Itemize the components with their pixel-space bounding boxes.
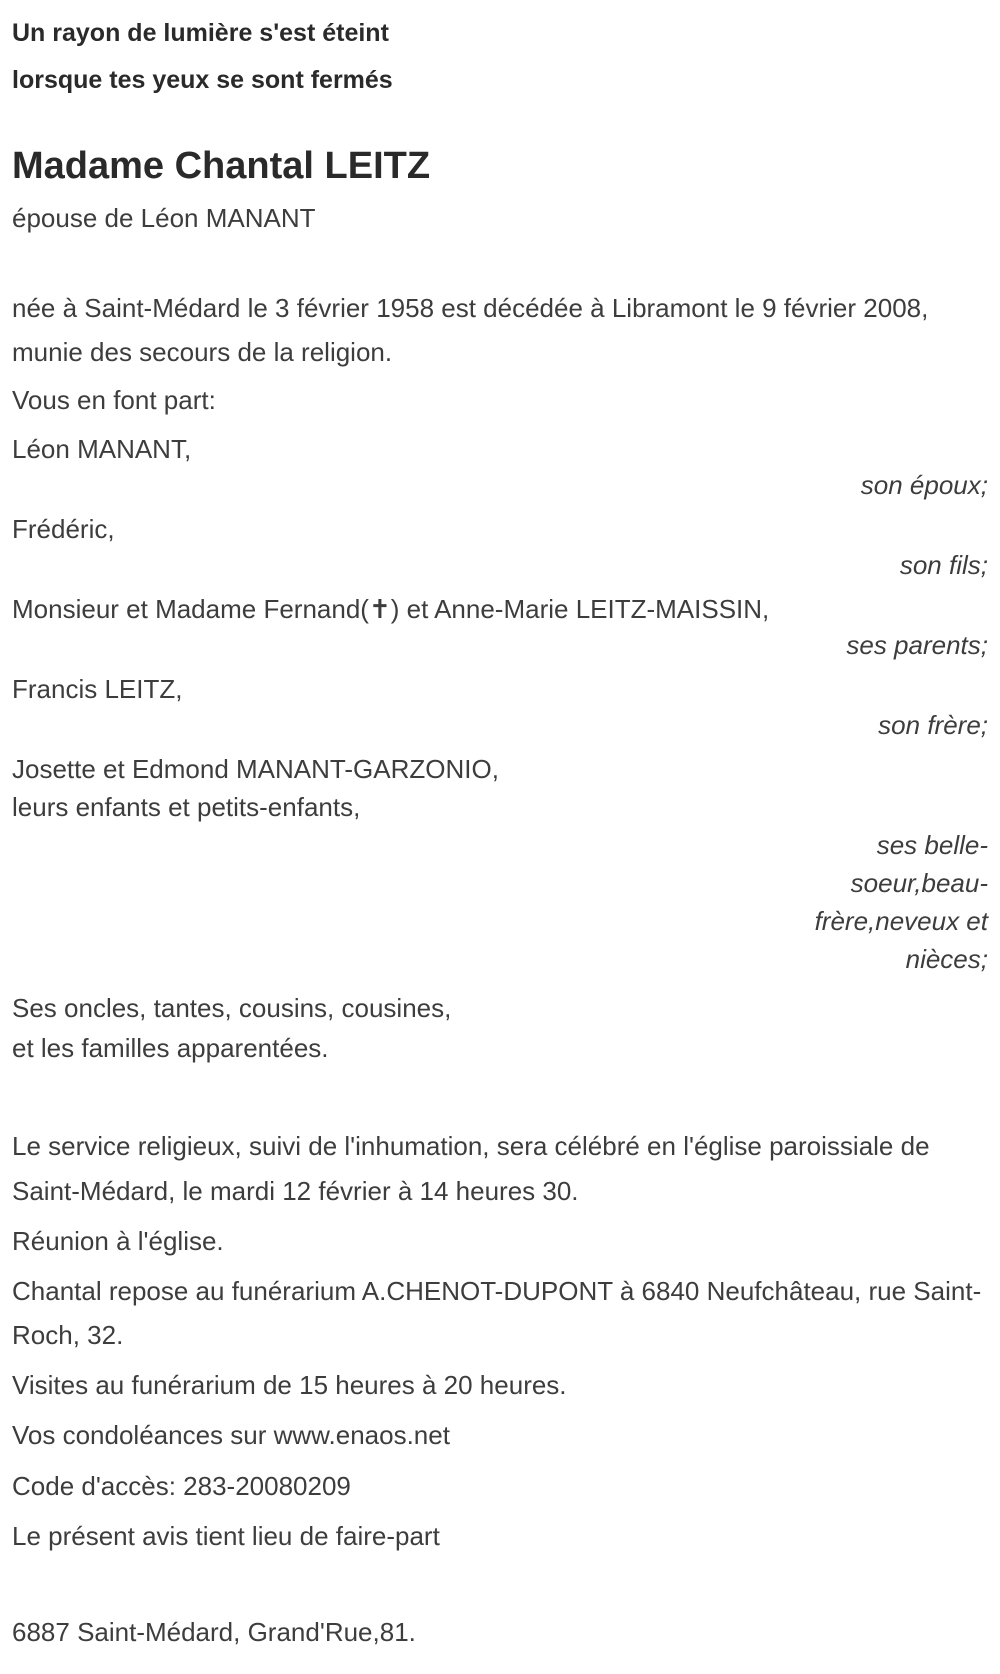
mourner-name: Francis LEITZ, [12,674,183,705]
announcement-intro: Vous en font part: [12,385,216,416]
mourner-relation-line: ses belle- [876,830,988,861]
condolences-line: Vos condoléances sur www.enaos.net [12,1420,450,1451]
visits-line: Visites au funérarium de 15 heures à 20 heures. [12,1370,567,1401]
address-line: 6887 Saint-Médard, Grand'Rue,81. [12,1617,416,1648]
mourner-name: Léon MANANT, [12,434,192,465]
reunion-line: Réunion à l'église. [12,1225,224,1256]
mourner-entry-5 [12,750,988,978]
mourner-name: Frédéric, [12,514,115,545]
page-title: Madame Chantal LEITZ [12,145,431,187]
mourner-relation-line: nièces; [905,944,988,975]
funerarium-paragraph: Chantal repose au funérarium A.CHENOT-DUPONT à 6840 Neufchâteau, rue Saint-Roch, 32. [12,1275,982,1351]
mourner-relation: son époux; [860,470,988,501]
mourner-entry-2 [12,510,988,582]
header-line-2: lorsque tes yeux se sont fermés [12,66,393,94]
mourner-name: Josette et Edmond MANANT-GARZONIO, [12,754,499,785]
mourner-relation [788,826,988,978]
mourner-relation-line: frère,neveux et [814,906,988,937]
mourner-name: leurs enfants et petits-enfants, [12,792,361,823]
fairepart-line: Le présent avis tient lieu de faire-part [12,1520,440,1551]
mourner-relation-line: soeur,beau- [850,868,988,899]
mourner-name: Monsieur et Madame Fernand(✝) et Anne-Marie LEITZ-MAISSIN, [12,594,770,625]
mourners-list [12,430,988,978]
mourner-relation: son frère; [878,710,988,741]
mourner-entry-3 [12,590,988,662]
family-line-2: et les familles apparentées. [12,1033,329,1064]
death-notice: née à Saint-Médard le 3 février 1958 est décédée à Libramont le 9 février 2008, munie des secours de la religion. [12,292,929,367]
family-line-1: Ses oncles, tantes, cousins, cousines, [12,993,452,1024]
mourner-entry-1 [12,430,988,502]
service-paragraph: Le service religieux, suivi de l'inhumation, sera célébré en l'église paroissiale de Saint-Médard, le mardi 12 février à 14 heures 30. [12,1131,930,1206]
header-line-1: Un rayon de lumière s'est éteint [12,19,389,47]
family-block [12,988,988,1068]
access-code-line: Code d'accès: 283-20080209 [12,1470,351,1501]
mourner-relation: ses parents; [846,630,988,661]
spouse-line: épouse de Léon MANANT [12,202,316,233]
mourner-entry-4 [12,670,988,742]
mourner-relation: son fils; [899,550,988,581]
